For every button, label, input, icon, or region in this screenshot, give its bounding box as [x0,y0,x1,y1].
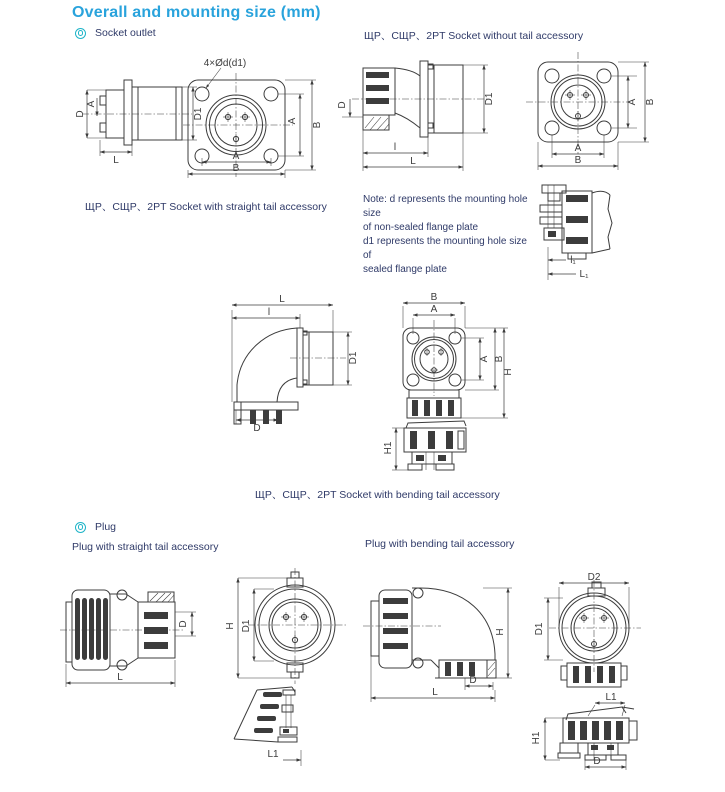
dim-label-h: H [225,622,236,630]
dim-label-d1: D1 [241,619,252,633]
dim-label-d1: D1 [193,107,204,121]
dim-label-l: L [117,672,123,683]
note-line: d1 represents the mounting hole size of [363,236,527,261]
dim-label-d: D [75,110,86,118]
socket-outlet-front-view-drawing [185,55,327,185]
dim-label-b: B [430,292,438,303]
plug-bending-front-view-drawing [533,556,683,696]
heading-socket-straight-tail: ЩР、СЩР、2PT Socket with straight tail accessory [85,201,327,213]
dim-label-l: L [410,156,416,167]
dim-label-l1-plain: L1 [267,749,279,760]
caption-socket-bending: ЩР、СЩР、2PT Socket with bending tail accessory [255,489,500,501]
plug-bending-clamp-view-drawing [533,690,698,790]
plug-bending-side-view-drawing [363,556,525,706]
dim-label-a: A [287,117,298,125]
dim-label-d1: D1 [534,622,545,636]
section-plug [75,521,116,533]
section-socket-outlet [75,27,156,39]
dim-label-b: B [494,355,505,363]
dim-label-l: L [113,155,119,166]
dim-label-b: B [312,121,323,129]
heading-plug-straight: Plug with straight tail accessory [72,541,219,553]
dim-label-d2: D2 [587,572,601,583]
dim-label-a: A [574,143,582,154]
section-label: Socket outlet [95,27,156,39]
heading-socket-no-tail: ЩР、СЩР、2PT Socket without tail accessory [364,30,584,42]
dim-label-a: A [627,98,638,106]
plug-straight-side-view-drawing [62,566,240,692]
dim-label-b: B [574,155,582,166]
section-label: Plug [95,521,117,533]
socket-bending-side-view-drawing [222,290,380,432]
heading-plug-bending: Plug with bending tail accessory [365,538,515,550]
dim-label-a: A [479,355,490,363]
socket-straight-tail-partial-drawing [538,183,723,288]
socket-no-tail-side-view-drawing [336,55,498,185]
dim-label-d: D [337,101,348,109]
note-block [363,193,538,277]
dim-label-l1: l₁ [570,255,576,266]
note-line: of non-sealed flange plate [363,222,479,233]
dim-label-a: A [86,100,97,108]
socket-no-tail-front-view-drawing [528,55,724,187]
page-title: Overall and mounting size (mm) [72,4,321,21]
dim-label-b: B [232,163,240,174]
dim-label-h: H [503,368,514,376]
dim-label-d: D [253,423,261,434]
dim-label-h1: H1 [531,731,542,745]
dim-label-d: D [469,675,477,686]
section-bullet-icon [75,28,86,39]
dim-label-h1: H1 [383,441,394,455]
dim-label-d1: D1 [484,92,495,106]
plug-straight-front-view-drawing [225,556,348,692]
plug-straight-clamp-partial-drawing [225,678,333,790]
socket-bending-clamp-view-drawing [378,420,490,482]
dim-label-d: D [178,620,189,628]
note-line: sealed flange plate [363,264,447,275]
dim-label-l1-cap: L₁ [579,269,589,280]
dim-label-l: L [279,294,285,305]
dim-label-b: B [645,98,656,106]
dim-label-d1: D1 [348,351,359,365]
hole-callout-label: 4×Ød(d1) [203,58,247,69]
dim-label-a: A [430,304,438,315]
dim-label-d: D [593,756,601,767]
dim-label-a: A [232,151,240,162]
section-bullet-icon [75,522,86,533]
socket-bending-front-view-drawing [378,292,514,424]
note-line: Note: d represents the mounting hole size [363,194,528,219]
dim-label-lsmall: l [267,307,271,318]
dim-label-h: H [495,628,506,636]
dim-label-l1-plain: L1 [605,692,617,703]
dim-label-l: L [432,687,438,698]
dim-label-lsmall: l [393,142,397,153]
